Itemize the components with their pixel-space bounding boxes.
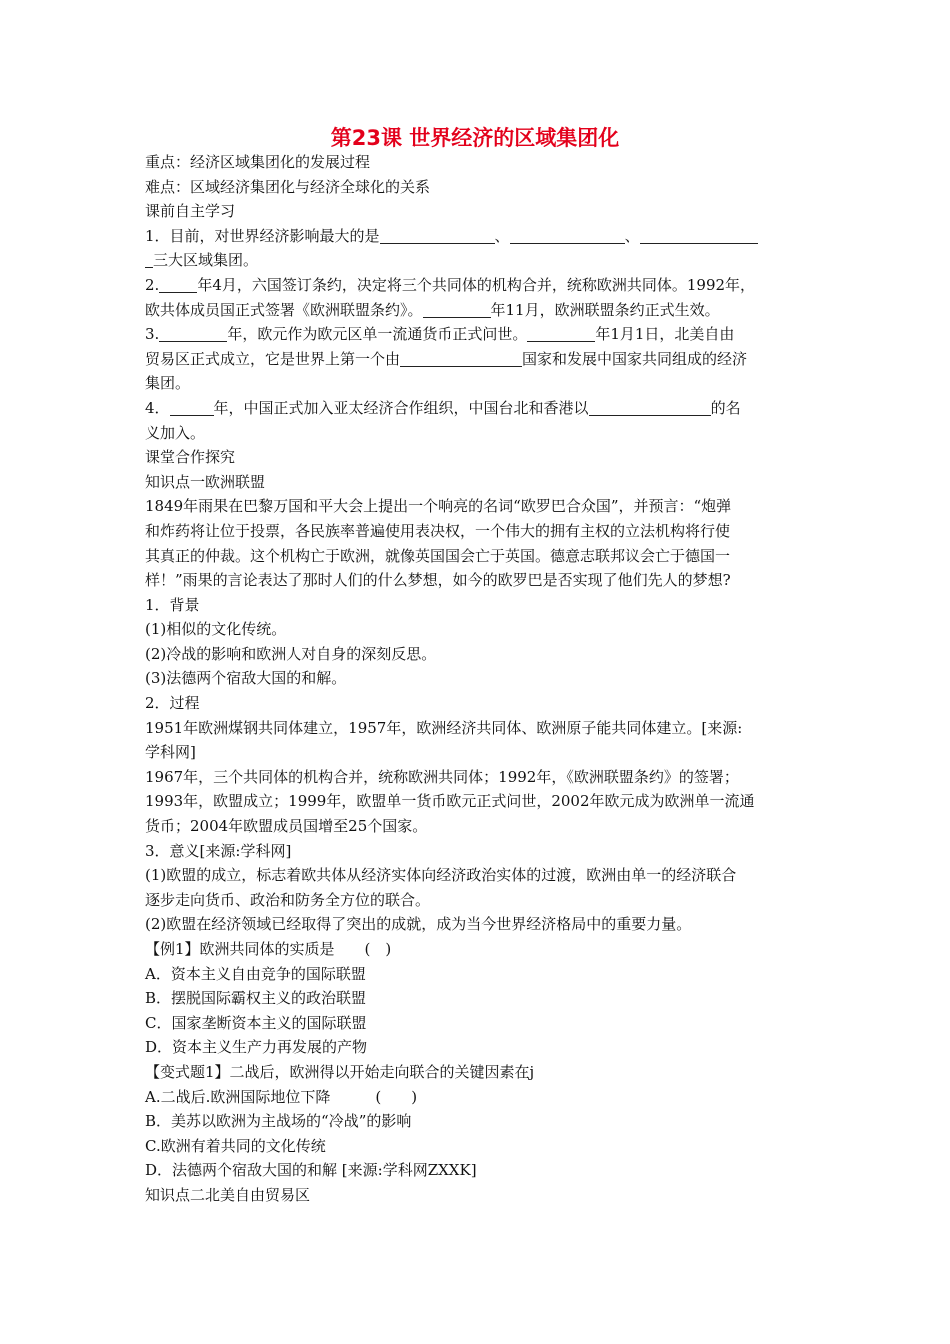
text-line: (1)欧盟的成立，标志着欧共体从经济实体向经济政治实体的过渡，欧洲由单一的经济联合 [145, 866, 737, 885]
question-text: 2. [145, 275, 160, 294]
question-text: 年，欧元作为欧元区单一流通货币正式问世。 [227, 325, 528, 344]
text-line: 1993年，欧盟成立；1999年，欧盟单一货币欧元正式问世，2002年欧元成为欧洲单一流通 [145, 792, 755, 811]
text-line: D．法德两个宿敌大国的和解 [来源:学科网ZXXK] [145, 1161, 477, 1180]
blank[interactable] [159, 325, 227, 342]
text-line: 其真正的仲裁。这个机构亡于欧洲，就像英国国会亡于英国。德意志联邦议会亡于德国一 [145, 546, 731, 565]
question-4-line-1 [145, 396, 810, 421]
difficulty-line: 难点：区域经济集团化与经济全球化的关系 [145, 177, 431, 196]
text-line: 知识点二北美自由贸易区 [145, 1185, 311, 1204]
text-line: A．资本主义自由竞争的国际联盟 [145, 964, 366, 983]
question-2-line-2 [145, 298, 810, 323]
text-line: 知识点一欧洲联盟 [145, 472, 266, 491]
question-text: 国家和发展中国家共同组成的经济 [522, 349, 748, 368]
question-text: 4． [145, 398, 170, 417]
blank[interactable] [170, 399, 214, 416]
question-2-line-1 [145, 273, 810, 298]
text-line: 逐步走向货币、政治和防务全方位的联合。 [145, 890, 431, 909]
text-line: C.欧洲有着共同的文化传统 [145, 1136, 326, 1155]
question-text: 三大区域集团。 [153, 251, 259, 270]
question-3-line-3: 集团。 [145, 374, 191, 393]
text-line: 货币；2004年欧盟成员国增至25个国家。 [145, 817, 428, 836]
text-line: 1849年雨果在巴黎万国和平大会上提出一个响亮的名词“欧罗巴合众国”，并预言：“炮弹 [145, 497, 732, 516]
text-line: B．摆脱国际霸权主义的政治联盟 [145, 989, 367, 1008]
blank[interactable] [145, 251, 153, 268]
question-text: 1．目前，对世界经济影响最大的是 [145, 226, 380, 245]
question-text: 年11月，欧洲联盟条约正式生效。 [490, 300, 720, 319]
blank[interactable] [640, 227, 758, 244]
blank[interactable] [380, 227, 495, 244]
question-4-line-2: 义加入。 [145, 423, 206, 442]
text-line: 学科网] [145, 743, 196, 762]
text-line: 【变式题1】二战后，欧洲得以开始走向联合的关键因素在j [145, 1062, 535, 1081]
text-line: 3．意义[来源:学科网] [145, 841, 292, 860]
question-text: 贸易区正式成立，它是世界上第一个由 [145, 349, 401, 368]
text-line: 1951年欧洲煤钢共同体建立，1957年，欧洲经济共同体、欧洲原子能共同体建立。[来源: [145, 718, 743, 737]
section-heading: 课前自主学习 [145, 202, 236, 221]
question-text: 年1月1日，北美自由 [595, 325, 735, 344]
text-line: C．国家垄断资本主义的国际联盟 [145, 1013, 367, 1032]
text-line: (2)欧盟在经济领域已经取得了突出的成就，成为当今世界经济格局中的重要力量。 [145, 915, 692, 934]
question-text: 年4月，六国签订条约，决定将三个共同体的机构合并，统称欧洲共同体。1992年， [197, 275, 756, 294]
text-line: 【例1】欧洲共同体的实质是 ( ) [145, 940, 392, 958]
question-3-line-2 [145, 347, 810, 372]
question-text: 、 [624, 226, 640, 245]
key-point-line: 重点：经济区域集团化的发展过程 [145, 153, 371, 171]
blank[interactable] [423, 301, 491, 318]
question-text: 欧共体成员国正式签署《欧洲联盟条约》。 [145, 300, 423, 319]
text-line: D．资本主义生产力再发展的产物 [145, 1038, 368, 1057]
text-line: (1)相似的文化传统。 [145, 620, 287, 639]
document-body [145, 150, 810, 1208]
question-3-line-1 [145, 322, 810, 347]
text-line: B．美苏以欧洲为主战场的“冷战”的影响 [145, 1112, 412, 1131]
blank[interactable] [510, 227, 625, 244]
question-text: 3. [145, 325, 160, 344]
blank[interactable] [400, 350, 522, 367]
text-line: (3)法德两个宿敌大国的和解。 [145, 669, 347, 688]
blank[interactable] [589, 399, 711, 416]
question-text: 、 [494, 226, 510, 245]
text-line: 样！”雨果的言论表达了那时人们的什么梦想，如今的欧罗巴是否实现了他们先人的梦想? [145, 571, 731, 590]
lesson-title: 第23课 世界经济的区域集团化 [330, 126, 620, 150]
text-line: 1967年，三个共同体的机构合并，统称欧洲共同体；1992年，《欧洲联盟条约》的签署； [145, 767, 739, 786]
text-line: 和炸药将让位于投票，各民族率普遍使用表决权，一个伟大的拥有主权的立法机构将行使 [145, 521, 731, 540]
question-text: 年，中国正式加入亚太经济合作组织，中国台北和香港以 [213, 398, 589, 417]
blank[interactable] [527, 325, 595, 342]
text-line: (2)冷战的影响和欧洲人对自身的深刻反思。 [145, 644, 437, 663]
text-line: 课堂合作探究 [145, 448, 236, 467]
question-text: 的名 [710, 398, 741, 417]
text-line: 2．过程 [145, 694, 200, 713]
question-1-line-2 [145, 248, 810, 273]
text-line: A.二战后.欧洲国际地位下降 ( ) [145, 1087, 418, 1106]
question-1-line-1 [145, 224, 810, 249]
text-line: 1．背景 [145, 595, 200, 614]
blank[interactable] [159, 276, 197, 293]
